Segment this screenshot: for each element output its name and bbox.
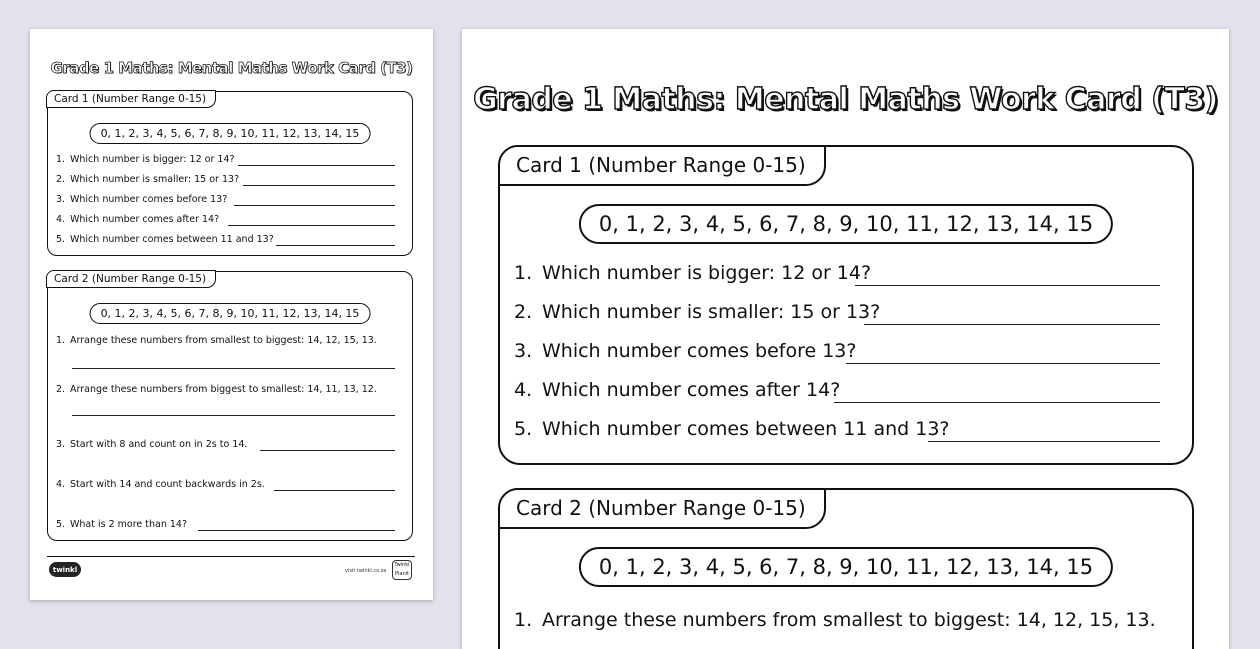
question-item: 2. Which number is smaller: 15 or 13? [56,174,240,185]
question-item: 2. Which number is smaller: 15 or 13? [514,301,881,323]
question-item: 1. Which number is bigger: 12 or 14? [56,154,235,165]
twinkl-logo: twinkl [49,562,81,577]
answer-line[interactable] [228,225,395,226]
worksheet-page-zoomed [462,29,1229,649]
card-2-tab: Card 2 (Number Range 0-15) [46,270,216,288]
question-item: 3. Start with 8 and count on in 2s to 14. [56,439,248,450]
answer-line[interactable] [238,165,395,166]
number-range-pill: 0, 1, 2, 3, 4, 5, 6, 7, 8, 9, 10, 11, 12, 13, 14, 15 [90,123,371,144]
footer-divider [47,556,415,557]
question-item: 1. Arrange these numbers from smallest to biggest: 14, 12, 15, 13. [56,335,377,346]
answer-line[interactable] [243,185,395,186]
answer-line[interactable] [855,285,1160,286]
question-item: 1. Which number is bigger: 12 or 14? [514,262,872,284]
card-1-tab: Card 1 (Number Range 0-15) [46,90,216,108]
answer-line[interactable] [72,415,395,416]
card-1 [47,91,413,256]
worksheet-title: Grade 1 Maths: Mental Maths Work Card (T3) [50,59,413,77]
card-2-tab: Card 2 (Number Range 0-15) [498,488,826,529]
question-item: 2. Arrange these numbers from biggest to smallest: 14, 11, 13, 12. [56,384,377,395]
answer-line[interactable] [276,245,395,246]
answer-line[interactable] [72,368,395,369]
question-item: 4. Which number comes after 14? [56,214,220,225]
question-item: 4. Start with 14 and count backwards in 2s. [56,479,265,490]
footer-site-text: visit twinkl.co.za [345,568,387,574]
question-item: 1. Arrange these numbers from smallest to biggest: 14, 12, 15, 13. [514,609,1156,631]
card-1 [498,145,1194,465]
answer-line[interactable] [846,363,1160,364]
worksheet-title: Grade 1 Maths: Mental Maths Work Card (T3) [473,82,1218,117]
answer-line[interactable] [834,402,1160,403]
card-1-tab: Card 1 (Number Range 0-15) [498,145,826,186]
answer-line[interactable] [928,441,1160,442]
answer-line[interactable] [198,530,395,531]
answer-line[interactable] [234,205,395,206]
answer-line[interactable] [864,324,1160,325]
question-item: 5. Which number comes between 11 and 13? [56,234,274,245]
answer-line[interactable] [274,490,395,491]
number-range-pill: 0, 1, 2, 3, 4, 5, 6, 7, 8, 9, 10, 11, 12, 13, 14, 15 [579,204,1113,244]
question-item: 5. What is 2 more than 14? [56,519,188,530]
worksheet-page-preview [30,29,433,600]
number-range-pill: 0, 1, 2, 3, 4, 5, 6, 7, 8, 9, 10, 11, 12, 13, 14, 15 [579,547,1113,587]
number-range-pill: 0, 1, 2, 3, 4, 5, 6, 7, 8, 9, 10, 11, 12, 13, 14, 15 [90,303,371,324]
card-2 [498,488,1194,649]
question-item: 4. Which number comes after 14? [514,379,841,401]
question-item: 3. Which number comes before 13? [56,194,228,205]
answer-line[interactable] [260,450,395,451]
card-2 [47,271,413,541]
question-item: 5. Which number comes between 11 and 13? [514,418,950,440]
planit-badge-icon: Twinkl Planit [392,560,412,580]
question-item: 3. Which number comes before 13? [514,340,857,362]
